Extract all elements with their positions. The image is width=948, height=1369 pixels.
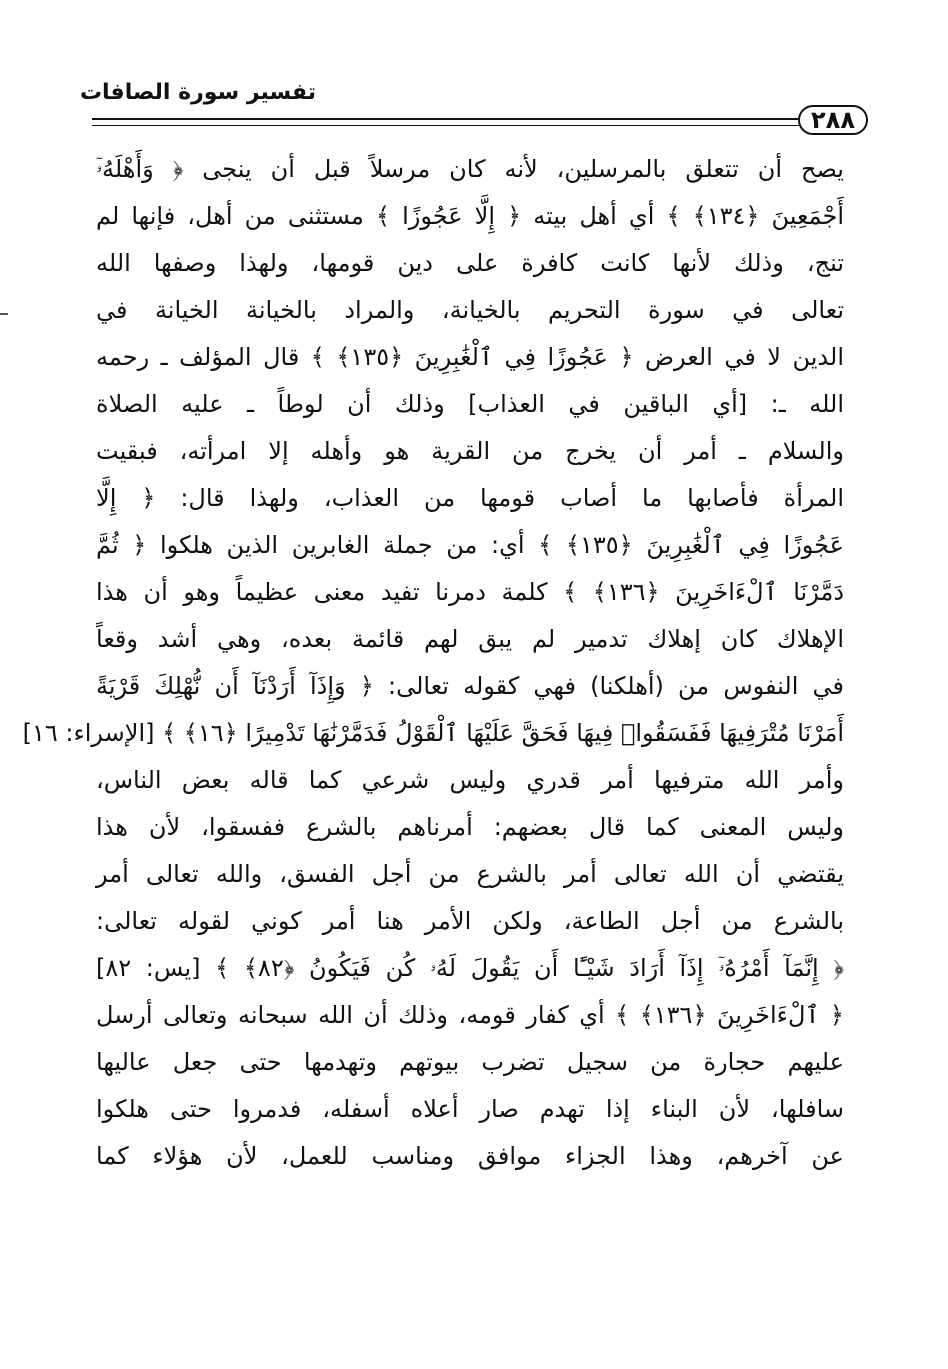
page-number: ٢٨٨ <box>798 105 868 135</box>
text-line: وأمر الله مترفيها أمر قدري وليس شرعي كما قاله بعض الناس، <box>96 766 844 794</box>
text-line: الدين لا في العرض ﴿ عَجُوزًا فِي ٱلْغَٰبِرِينَ ﴿١٣٥﴾ ﴾ قال المؤلف ـ رحمه <box>96 343 844 371</box>
text-line: دَمَّرْنَا ٱلْءَاخَرِينَ ﴿١٣٦﴾ ﴾ كلمة دمرنا تفيد معنى عظيماً وهو أن هذا <box>96 578 845 606</box>
text-line: وليس المعنى كما قال بعضهم: أمرناهم بالشرع ففسقوا، لأن هذا <box>96 813 844 841</box>
text-line: المرأة فأصابها ما أصاب قومها من العذاب، ولهذا قال: ﴿ إِلَّا <box>96 484 844 512</box>
text-line: ﴿ إِنَّمَآ أَمْرُهُۥٓ إِذَآ أَرَادَ شَيْـًٔا أَن يَقُولَ لَهُۥ كُن فَيَكُونُ ﴿٨٢﴾ ﴾ [يس: ٨٢] <box>96 954 844 982</box>
text-line: عَجُوزًا فِي ٱلْغَٰبِرِينَ ﴿١٣٥﴾ ﴾ أي: من جملة الغابرين الذين هلكوا ﴿ ثُمَّ <box>96 531 844 559</box>
text-line: والسلام ـ أمر أن يخرج من القرية هو وأهله إلا امرأته، فبقيت <box>96 437 844 465</box>
running-title: تفسير سورة الصافات <box>79 80 316 105</box>
text-line: عليهم حجارة من سجيل تضرب بيوتهم وتهدمها حتى جعل عاليها <box>96 1048 844 1076</box>
text-line: أَجْمَعِينَ ﴿١٣٤﴾ ﴾ أي أهل بيته ﴿ إِلَّا عَجُوزًا ﴾ مستثنى من أهل، فإنها لم <box>96 202 844 230</box>
text-line: يقتضي أن الله تعالى أمر بالشرع من أجل الفسق، والله تعالى أمر <box>96 860 844 888</box>
text-line: تنج، وذلك لأنها كانت كافرة على دين قومها، ولهذا وصفها الله <box>96 249 844 277</box>
text-line: بالشرع من أجل الطاعة، ولكن الأمر هنا أمر كوني لقوله تعالى: <box>96 907 844 935</box>
text-line: في النفوس من (أهلكنا) فهي كقوله تعالى: ﴿ وَإِذَآ أَرَدْنَآ أَن نُّهْلِكَ قَرْيَةً <box>96 672 844 700</box>
text-line: أَمَرْنَا مُتْرَفِيهَا فَفَسَقُوا۟ فِيهَا فَحَقَّ عَلَيْهَا ٱلْقَوْلُ فَدَمَّرْنَٰهَا تَدْمِيرًا ﴿١٦﴾ ﴾ [الإسراء: ١٦] <box>22 719 844 747</box>
text-line: تعالى في سورة التحريم بالخيانة، والمراد بالخيانة الخيانة في <box>96 296 844 324</box>
body-text <box>22 146 845 1180</box>
text-line: سافلها، لأن البناء إذا تهدم صار أعلاه أسفله، فدمروا حتى هلكوا <box>96 1095 844 1123</box>
text-line: يصح أن تتعلق بالمرسلين، لأنه كان مرسلاً قبل أن ينجى ﴿ وَأَهْلَهُۥٓ <box>96 155 844 183</box>
text-line: عن آخرهم، وهذا الجزاء موافق ومناسب للعمل، لأن هؤلاء كما <box>96 1142 844 1170</box>
margin-mark <box>0 313 8 315</box>
text-line: ﴿ ٱلْءَاخَرِينَ ﴿١٣٦﴾ ﴾ أي كفار قومه، وذلك أن الله سبحانه وتعالى أرسل <box>96 1001 844 1029</box>
text-line: الله ـ: [أي الباقين في العذاب] وذلك أن لوطاً ـ عليه الصلاة <box>96 390 844 418</box>
header-rule <box>92 118 800 126</box>
text-line: الإهلاك كان إهلاك تدمير لم يبق لهم قائمة بعده، وهي أشد وقعاً <box>96 625 844 653</box>
